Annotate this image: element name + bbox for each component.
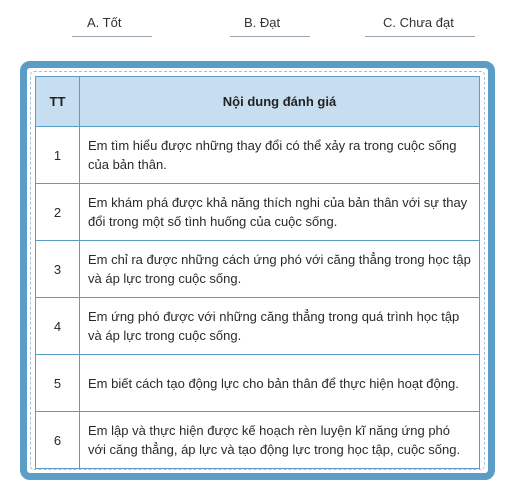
row-text: Em biết cách tạo động lực cho bản thân để thực hiện hoạt động.	[80, 355, 480, 412]
table-row	[36, 412, 480, 469]
row-text: Em tìm hiểu được những thay đổi có thể xảy ra trong cuộc sống của bản thân.	[80, 127, 480, 184]
table-header-row	[36, 77, 480, 127]
option-good: A. Tốt	[87, 15, 122, 30]
option-not-pass: C. Chưa đạt	[383, 15, 454, 30]
row-text: Em chỉ ra được những cách ứng phó với căng thẳng trong học tập và áp lực trong cuộc sống.	[80, 241, 480, 298]
row-number: 2	[36, 184, 80, 241]
rating-options	[0, 0, 515, 44]
row-number: 5	[36, 355, 80, 412]
header-tt: TT	[36, 77, 80, 127]
row-number: 3	[36, 241, 80, 298]
row-text: Em lập và thực hiện được kế hoạch rèn luyện kĩ năng ứng phó với căng thẳng, áp lực và tạo động lực trong học tập, cuộc sống.	[80, 412, 480, 469]
option-good-line	[72, 36, 152, 37]
row-number: 4	[36, 298, 80, 355]
row-text: Em ứng phó được với những căng thẳng trong quá trình học tập và áp lực trong cuộc sống.	[80, 298, 480, 355]
row-number: 6	[36, 412, 80, 469]
row-text: Em khám phá được khả năng thích nghi của bản thân với sự thay đổi trong một số tình huống của cuộc sống.	[80, 184, 480, 241]
table-row	[36, 355, 480, 412]
assessment-table	[35, 76, 480, 469]
table-row	[36, 184, 480, 241]
option-pass: B. Đạt	[244, 15, 281, 30]
row-number: 1	[36, 127, 80, 184]
header-content: Nội dung đánh giá	[80, 77, 480, 127]
option-pass-line	[230, 36, 310, 37]
option-not-pass-line	[365, 36, 475, 37]
assessment-frame	[20, 61, 495, 480]
table-row	[36, 298, 480, 355]
table-row	[36, 127, 480, 184]
table-row	[36, 241, 480, 298]
